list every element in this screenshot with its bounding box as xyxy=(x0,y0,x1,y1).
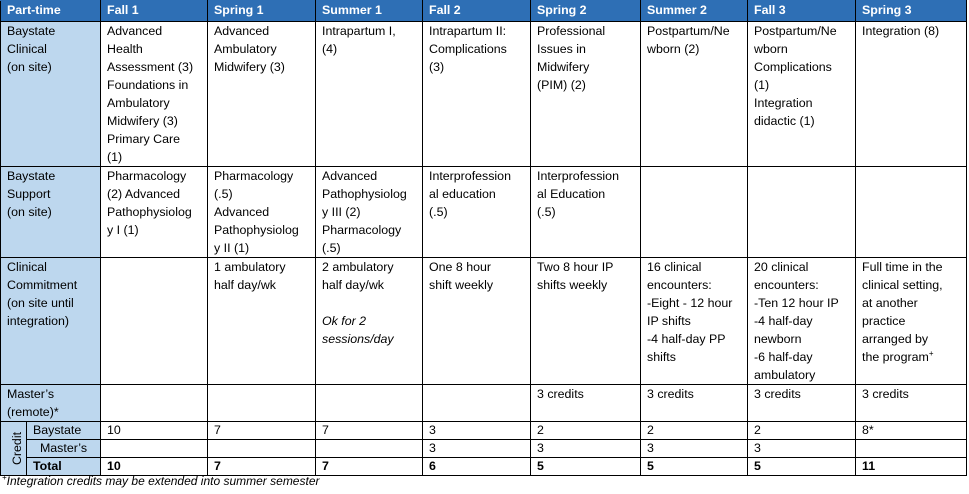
cell-fall-1 xyxy=(101,258,208,385)
row-label: Baystate Clinical (on site) xyxy=(1,22,101,167)
credit-value: 3 xyxy=(641,440,748,458)
header-term-summer-1: Summer 1 xyxy=(316,1,423,22)
row-baystate-support xyxy=(1,167,967,258)
cell-summer-2: 3 credits xyxy=(641,385,748,422)
cell-summer-1 xyxy=(316,385,423,422)
credit-total: 11 xyxy=(856,458,967,476)
cell-spring-3: Full time in the clinical setting, at another practice arranged by the program+ xyxy=(856,258,967,385)
credit-value: 2 xyxy=(748,422,856,440)
credit-total: 5 xyxy=(641,458,748,476)
credit-row-total xyxy=(1,458,967,476)
cell-spring-1: Advanced Ambulatory Midwifery (3) xyxy=(208,22,316,167)
credit-label-baystate: Baystate xyxy=(27,422,101,440)
credit-total: 5 xyxy=(748,458,856,476)
cell-fall-2: Interprofession al education (.5) xyxy=(423,167,531,258)
cell-summer-1: Intrapartum I, (4) xyxy=(316,22,423,167)
credit-value: 7 xyxy=(316,422,423,440)
cell-spring-1: Pharmacology (.5) Advanced Pathophysiolog y II (1) xyxy=(208,167,316,258)
credit-value: 3 xyxy=(423,422,531,440)
footnote xyxy=(2,474,320,488)
cell-spring-1 xyxy=(208,385,316,422)
credit-total: 5 xyxy=(531,458,641,476)
row-baystate-clinical xyxy=(1,22,967,167)
cell-spring-3: Integration (8) xyxy=(856,22,967,167)
cell-spring-1: 1 ambulatory half day/wk xyxy=(208,258,316,385)
cell-spring-3: 3 credits xyxy=(856,385,967,422)
footnote-marker: + xyxy=(928,348,934,358)
credit-row-masters xyxy=(1,440,967,458)
cell-summer-1: 2 ambulatory half day/wk Ok for 2 sessions/day xyxy=(316,258,423,385)
row-label: Clinical Commitment (on site until integration) xyxy=(1,258,101,385)
header-term-summer-2: Summer 2 xyxy=(641,1,748,22)
summer-1-note: Ok for 2 xyxy=(322,314,367,328)
cell-fall-1: Pharmacology (2) Advanced Pathophysiolog y I (1) xyxy=(101,167,208,258)
cell-spring-2: Interprofession al Education (.5) xyxy=(531,167,641,258)
cell-fall-2: Intrapartum II: Complications (3) xyxy=(423,22,531,167)
header-row xyxy=(1,1,967,22)
credit-label-masters: Master’s xyxy=(27,440,101,458)
credit-row-baystate xyxy=(1,422,967,440)
cell-fall-1: Advanced Health Assessment (3) Foundations in Ambulatory Midwifery (3) Primary Care (1) xyxy=(101,22,208,167)
credit-value: 3 xyxy=(423,440,531,458)
footnote-mark: + xyxy=(2,473,7,482)
header-term-fall-3: Fall 3 xyxy=(748,1,856,22)
row-masters-remote xyxy=(1,385,967,422)
credit-value: 3 xyxy=(531,440,641,458)
credit-total: 6 xyxy=(423,458,531,476)
header-term-fall-2: Fall 2 xyxy=(423,1,531,22)
cell-fall-2: One 8 hour shift weekly xyxy=(423,258,531,385)
credit-value: 2 xyxy=(531,422,641,440)
header-term-spring-3: Spring 3 xyxy=(856,1,967,22)
header-term-spring-1: Spring 1 xyxy=(208,1,316,22)
credit-value: 8* xyxy=(856,422,967,440)
credit-value: 2 xyxy=(641,422,748,440)
cell-summer-2: 16 clinical encounters: -Eight - 12 hour IP shifts -4 half-day PP shifts xyxy=(641,258,748,385)
header-corner: Part-time xyxy=(1,1,101,22)
row-label: Baystate Support (on site) xyxy=(1,167,101,258)
credit-label-total: Total xyxy=(27,458,101,476)
credit-value xyxy=(856,440,967,458)
header-term-spring-2: Spring 2 xyxy=(531,1,641,22)
header-term-fall-1: Fall 1 xyxy=(101,1,208,22)
cell-spring-2: 3 credits xyxy=(531,385,641,422)
cell-summer-2: Postpartum/Ne wborn (2) xyxy=(641,22,748,167)
footnote-text: Integration credits may be extended into summer semester xyxy=(6,474,320,488)
cell-fall-3: Postpartum/Ne wborn Complications (1) Integration didactic (1) xyxy=(748,22,856,167)
cell-summer-1: Advanced Pathophysiolog y III (2) Pharmacology (.5) xyxy=(316,167,423,258)
cell-fall-3: 20 clinical encounters: -Ten 12 hour IP -4 half-day newborn -6 half-day ambulatory xyxy=(748,258,856,385)
credit-value xyxy=(316,440,423,458)
credit-total: 10 xyxy=(101,458,208,476)
credit-total: 7 xyxy=(316,458,423,476)
credit-value: 10 xyxy=(101,422,208,440)
cell-fall-2 xyxy=(423,385,531,422)
cell-fall-3: 3 credits xyxy=(748,385,856,422)
credit-value xyxy=(101,440,208,458)
cell-summer-2 xyxy=(641,167,748,258)
credit-value: 7 xyxy=(208,422,316,440)
cell-fall-1 xyxy=(101,385,208,422)
cell-spring-2: Professional Issues in Midwifery (PIM) (2) xyxy=(531,22,641,167)
cell-spring-2: Two 8 hour IP shifts weekly xyxy=(531,258,641,385)
credit-total: 7 xyxy=(208,458,316,476)
cell-fall-3 xyxy=(748,167,856,258)
row-label: Master’s (remote)* xyxy=(1,385,101,422)
row-clinical-commitment xyxy=(1,258,967,385)
credit-value: 3 xyxy=(748,440,856,458)
credit-side-label: Credit xyxy=(1,422,27,476)
cell-spring-3 xyxy=(856,167,967,258)
credit-value xyxy=(208,440,316,458)
